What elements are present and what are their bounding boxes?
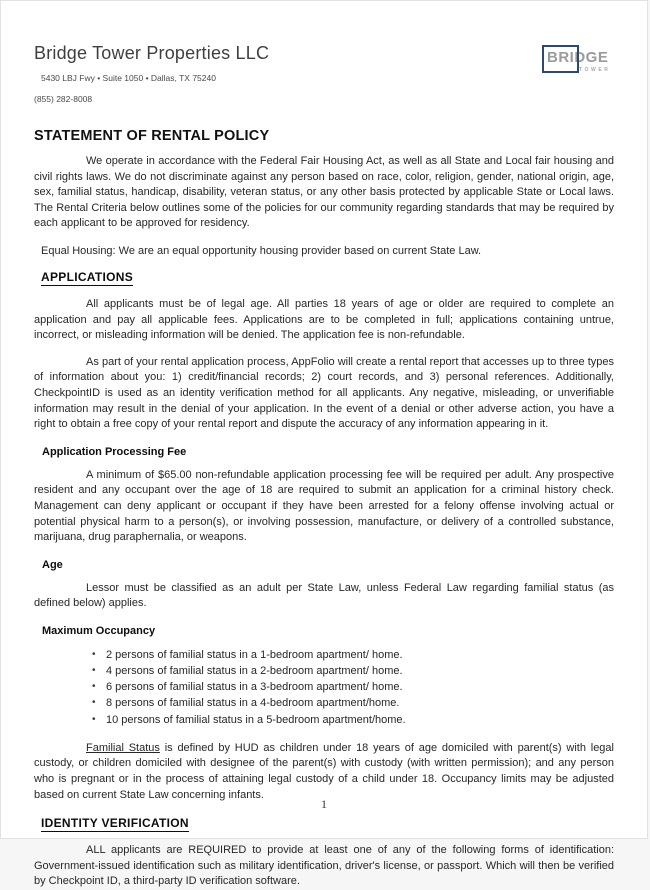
company-phone: (855) 282-8008	[34, 94, 93, 104]
identity-paragraph: ALL applicants are REQUIRED to provide at least one of any of the following forms of identification: Government-issued identification such as military identification, driver's license, or passport. Which will then be verified by Checkpoint ID, a third-party ID verification software.	[34, 844, 614, 888]
subheading-maximum-occupancy: Maximum Occupancy	[42, 624, 156, 637]
subheading-application-processing-fee: Application Processing Fee	[42, 445, 187, 458]
logo-word-text: BRIDGE	[547, 49, 609, 66]
equal-housing-note: Equal Housing: We are an equal opportunity housing provider based on current State Law.	[41, 244, 482, 257]
familial-status-text: is defined by HUD as children under 18 years of age domiciled with parent(s) with legal custody, or children domiciled with designee of the parent(s) with custody (with written permission); and any person who is pregnant or in the process of attaining legal custody of a child under 18. Occupancy limits may be adjusted based on current State Law concerning infants.	[34, 741, 614, 801]
section-heading-applications: APPLICATIONS	[41, 269, 134, 284]
occupancy-list	[34, 647, 614, 728]
page-title: STATEMENT OF RENTAL POLICY	[34, 128, 270, 144]
page-number: 1	[321, 797, 327, 811]
company-address: 5430 LBJ Fwy • Suite 1050 • Dallas, TX 75240	[41, 73, 216, 83]
applications-paragraph-2: As part of your rental application process, AppFolio will create a rental report that accesses up to three types of information about you: 1) credit/financial records; 2) court records, and 3) personal references. Additionally, CheckpointID is used as an identity verification method for all applicants. Any negative, misleading, or unverifiable information may result in the denial of your application. In the event of a denial or other adverse action, you have a right to obtain a free copy of your rental report and dispute the accuracy of any information appearing in it.	[34, 355, 614, 431]
familial-status-paragraph	[34, 741, 614, 803]
company-info	[34, 43, 269, 104]
age-paragraph: Lessor must be classified as an adult per State Law, unless Federal Law regarding familial status (as defined below) applies.	[34, 581, 614, 610]
familial-status-term: Familial Status	[86, 741, 160, 754]
logo-wordmark	[542, 45, 608, 70]
section-heading-identity-verification: IDENTITY VERIFICATION	[41, 816, 189, 831]
list-item: • 8 persons of familial status in a 4-bedroom apartment/home.	[92, 695, 614, 711]
logo-square-icon	[542, 45, 579, 73]
list-item: • 2 persons of familial status in a 1-bedroom apartment/ home.	[92, 647, 614, 663]
letterhead	[34, 43, 614, 104]
list-item: • 6 persons of familial status in a 3-bedroom apartment/ home.	[92, 679, 614, 695]
company-name: Bridge Tower Properties LLC	[34, 43, 270, 63]
brand-logo	[542, 45, 612, 73]
list-item: • 4 persons of familial status in a 2-bedroom apartment/ home.	[92, 663, 614, 679]
intro-paragraph: We operate in accordance with the Federal Fair Housing Act, as well as all State and Local fair housing and civil rights laws. We do not discriminate against any person based on race, color, religion, gender, national origin, age, sex, familial status, handicap, disability, veteran status, or any other basis protected by applicable State or Local laws. The Rental Criteria below outlines some of the policies for our community regarding standards that may be required by each applicant to be approved for residency.	[34, 155, 614, 230]
processing-fee-paragraph: A minimum of $65.00 non-refundable application processing fee will be required per adult. Any prospective resident and any occupant over the age of 18 are required to submit an application for a criminal history check. Management can deny applicant or occupant if they have been arrested for a felony offense involving actual or potential physical harm to a person(s), or involving possession, manufacture, or delivery of a controlled substance, marijuana, drug paraphernalia, or weapons.	[34, 468, 614, 544]
logo-subtext: TOWER	[579, 67, 611, 73]
subheading-age: Age	[42, 558, 63, 571]
list-item: • 10 persons of familial status in a 5-bedroom apartment/home.	[92, 712, 614, 728]
applications-paragraph-1: All applicants must be of legal age. All parties 18 years of age or older are required to complete an application and pay all applicable fees. Applications are to be completed in full; applications containing untrue, incorrect, or misleading information will be denied. The application fee is non-refundable.	[34, 297, 614, 342]
